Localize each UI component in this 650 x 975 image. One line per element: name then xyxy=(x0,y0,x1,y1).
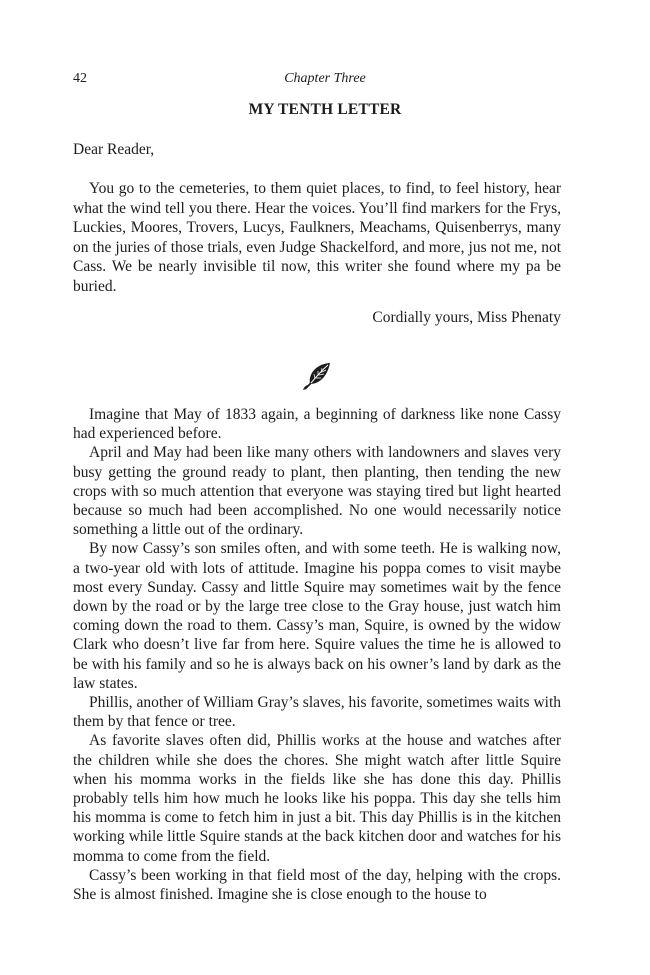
narrative-paragraph: Phillis, another of William Gray’s slaves, his favorite, sometimes waits with them by that fence or tree. xyxy=(73,694,561,731)
chapter-title: MY TENTH LETTER xyxy=(248,101,402,118)
narrative-paragraph: As favorite slaves often did, Phillis works at the house and watches after the children while she does the chores. She might watch after little Squire when his momma works in the fields like she has done this day. Phillis probably tells him how much he looks like his poppa. This day she tells him his momma is come to fetch him in just a bit. This day Phillis is in the kitchen working while little Squire stands at the back kitchen door and watches for his momma to come from the field. xyxy=(73,732,561,865)
leaf-icon xyxy=(301,360,333,392)
letter-body: You go to the cemeteries, to them quiet places, to find, to feel history, hear what the wind tell you there. Hear the voices. You’ll find markers for the Frys, Luckies, Moores, Trovers, Lucys, Faulkners, Meachams, Quisenberrys, many on the juries of those trials, even Judge Shackelford, and more, jus not me, not Cass. We be nearly invisible til now, this writer she found where my pa be buried. xyxy=(73,180,561,295)
narrative-text xyxy=(73,405,561,904)
narrative-paragraph: April and May had been like many others with landowners and slaves very busy getting the ground ready to plant, then planting, then tending the new crops with so much attention that everyone was staying tired but light hearted because so much had been accomplished. No one would necessarily notice something a little out of the ordinary. xyxy=(73,444,561,539)
narrative-paragraph: Cassy’s been working in that field most of the day, helping with the crops. She is almost finished. Imagine she is close enough to the house to xyxy=(73,866,561,904)
page-number: 42 xyxy=(73,71,87,86)
narrative-paragraph: By now Cassy’s son smiles often, and with some teeth. He is walking now, a two-year old with lots of attitude. Imagine his poppa comes to visit maybe most every Sunday. Cassy and little Squire may sometimes wait by the fence down by the road or by the large tree close to the Gray house, just watch him coming down the road to them. Cassy’s man, Squire, is owned by the widow Clark who doesn’t live far from here. Squire values the time he is allowed to be with his family and so he is always back on his owner’s land by dark as the law states. xyxy=(73,540,561,692)
letter-signoff: Cordially yours, Miss Phenaty xyxy=(372,309,561,326)
running-head: Chapter Three xyxy=(284,71,366,86)
letter-salutation: Dear Reader, xyxy=(73,141,155,158)
narrative-paragraph: Imagine that May of 1833 again, a beginning of darkness like none Cassy had experienced before. xyxy=(73,406,561,443)
